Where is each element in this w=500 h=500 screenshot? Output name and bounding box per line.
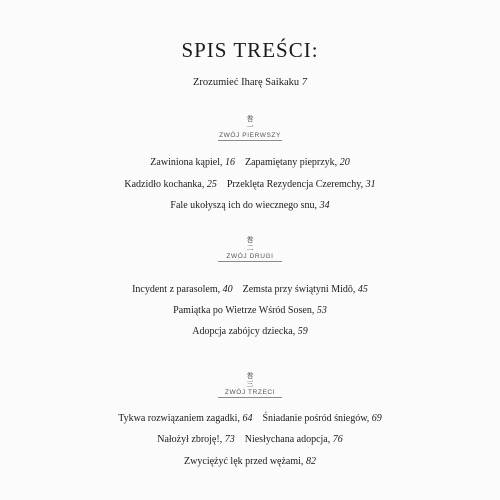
- page-title: SPIS TREŚCI:: [181, 38, 319, 62]
- toc-row: [0, 456, 500, 467]
- toc-entry: Śniadanie pośród śniegów, 69: [262, 413, 382, 424]
- scroll-divider: [218, 397, 282, 398]
- scroll-kanji-mark: 巻 三: [246, 372, 254, 388]
- scroll-label: ZWÓJ TRZECI: [224, 389, 276, 396]
- toc-row: [0, 200, 500, 211]
- toc-row: [0, 413, 500, 424]
- entry-page-number: 7: [301, 77, 307, 88]
- toc-entry: Pamiątka po Wietrze Wśród Sosen, 53: [173, 305, 327, 316]
- toc-entry: Przeklęta Rezydencja Czeremchy, 31: [226, 179, 376, 190]
- toc-row: [0, 284, 500, 295]
- scroll-header-2: [0, 236, 500, 262]
- scroll-header-1: [0, 115, 500, 141]
- toc-entry: Fale ukołyszą ich do wiecznego snu, 34: [170, 200, 330, 211]
- toc-entry: Tykwa rozwiązaniem zagadki, 64: [118, 413, 253, 424]
- entry-title: Zrozumieć Iharę Saikaku: [193, 77, 300, 88]
- toc-entry: Zwyciężyć lęk przed wężami, 82: [184, 456, 316, 467]
- toc-row: [0, 157, 500, 168]
- toc-entry: Incydent z parasolem, 40: [132, 284, 233, 295]
- toc-entry: Nałożył zbroję!, 73: [157, 434, 235, 445]
- toc-entry: Zemsta przy świątyni Midō, 45: [242, 284, 368, 295]
- toc-row: [0, 179, 500, 190]
- toc-row: [0, 305, 500, 316]
- toc-row: [0, 326, 500, 337]
- toc-entry: Adopcja zabójcy dziecka, 59: [192, 326, 308, 337]
- toc-entry: Niesłychana adopcja, 76: [244, 434, 343, 445]
- scroll-label: ZWÓJ DRUGI: [226, 253, 274, 260]
- scroll-kanji-mark: 巻 一: [246, 115, 254, 131]
- toc-entry: Zapamiętany pieprzyk, 20: [245, 157, 350, 168]
- toc-row: [0, 434, 500, 445]
- scroll-divider: [218, 140, 282, 141]
- scroll-divider: [218, 261, 282, 262]
- scroll-kanji-mark: 巻 二: [246, 236, 254, 252]
- toc-entry: Zawiniona kąpiel, 16: [150, 157, 235, 168]
- scroll-label: ZWÓJ PIERWSZY: [219, 132, 281, 139]
- toc-entry: Kadzidło kochanka, 25: [124, 179, 217, 190]
- intro-entry: [0, 77, 500, 88]
- scroll-header-3: [0, 372, 500, 398]
